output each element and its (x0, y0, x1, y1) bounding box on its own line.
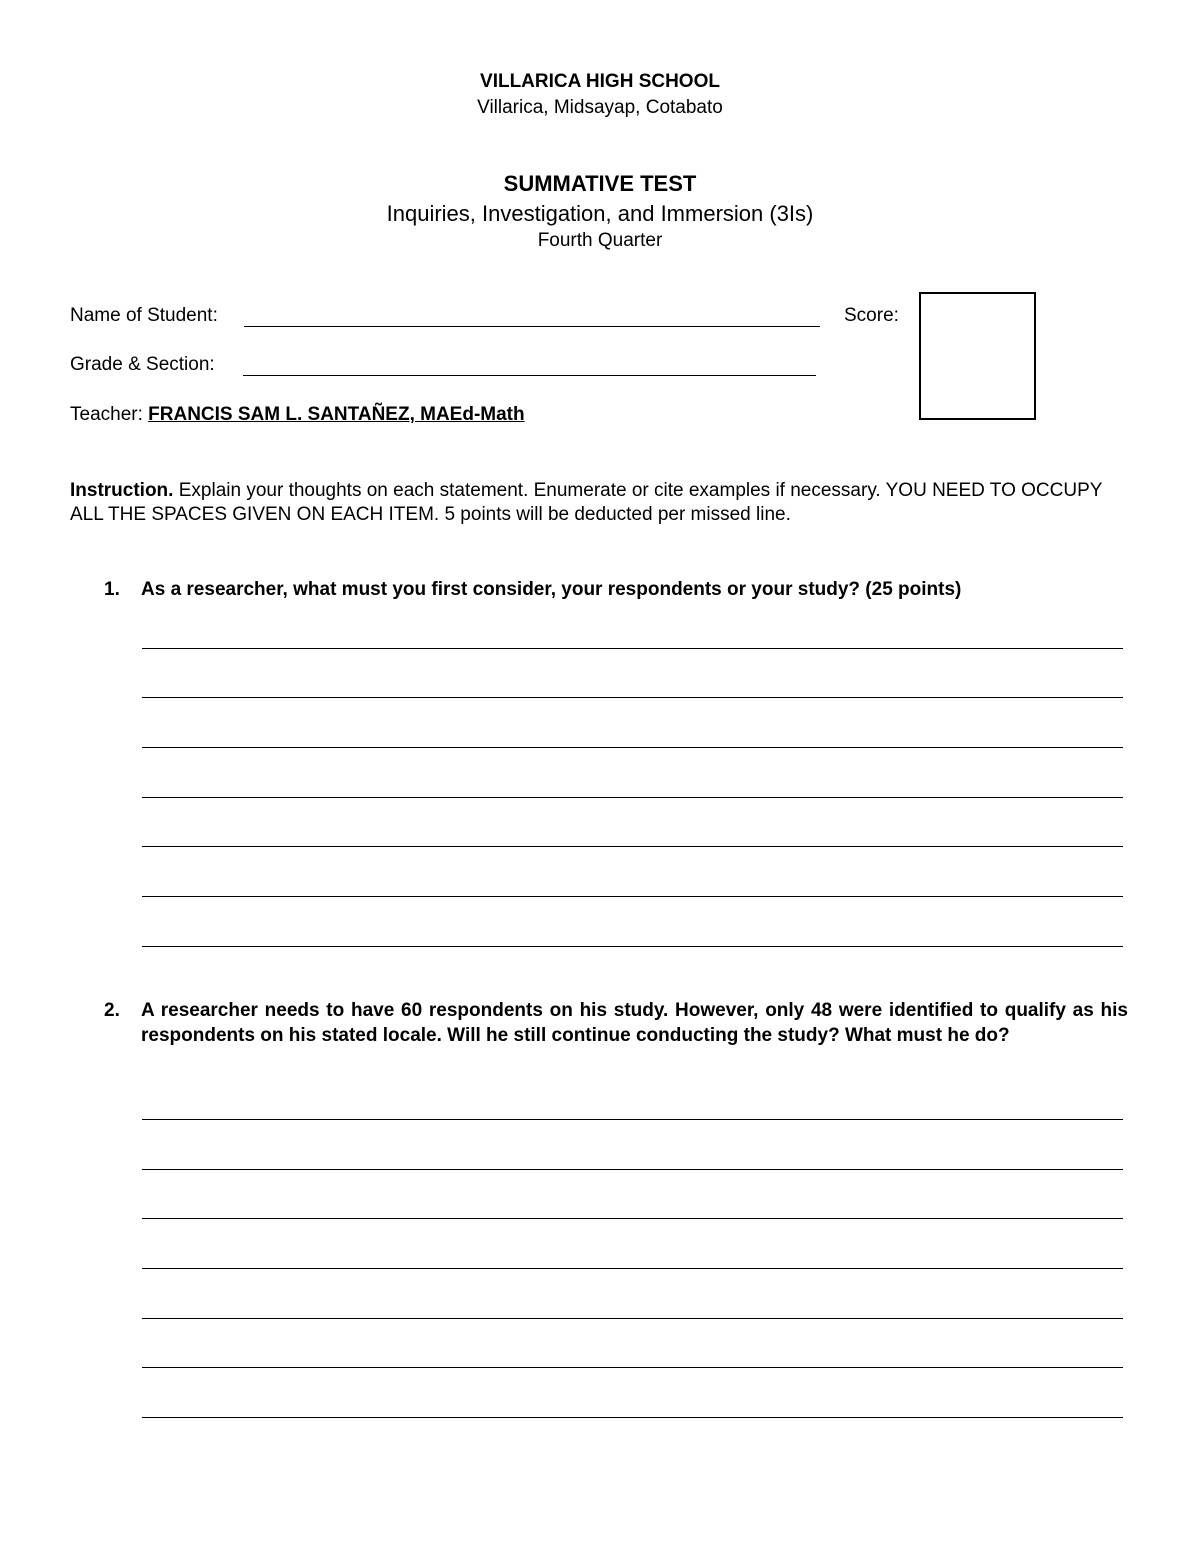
teacher-row (70, 404, 525, 426)
test-quarter: Fourth Quarter (537, 230, 663, 251)
question-2-answer-line[interactable] (142, 1119, 1123, 1120)
score-box[interactable] (919, 292, 1036, 420)
question-2-answer-line[interactable] (142, 1218, 1123, 1219)
question-1-answer-line[interactable] (142, 747, 1123, 748)
question-1-answer-line[interactable] (142, 896, 1123, 897)
score-label: Score: (844, 305, 899, 326)
question-2-answer-line[interactable] (142, 1417, 1123, 1418)
grade-section-line[interactable] (243, 375, 816, 376)
question-2-answer-line[interactable] (142, 1318, 1123, 1319)
instruction-text: Explain your thoughts on each statement. Enumerate or cite examples if necessary. YOU NEED TO OCCUPY ALL THE SPACES GIVEN ON EACH ITEM. 5 points will be deducted per missed line. (70, 480, 1103, 525)
student-name-line[interactable] (244, 326, 820, 327)
student-name-label: Name of Student: (70, 305, 218, 326)
instruction-block (70, 479, 1130, 527)
grade-section-label: Grade & Section: (70, 354, 215, 375)
instruction-lead: Instruction. (70, 480, 174, 501)
question-1 (104, 577, 1128, 602)
question-2 (104, 998, 1128, 1048)
school-name: VILLARICA HIGH SCHOOL (480, 71, 720, 92)
question-1-answer-line[interactable] (142, 648, 1123, 649)
test-subject: Inquiries, Investigation, and Immersion (3Is) (386, 201, 814, 226)
question-number: 2. (104, 1000, 120, 1021)
question-text: A researcher needs to have 60 respondents on his study. However, only 48 were identified to qualify as his respondents on his stated locale. Will he still continue conducting the study? What must he do? (141, 1000, 1128, 1046)
teacher-label: Teacher: (70, 404, 143, 425)
question-1-answer-line[interactable] (142, 797, 1123, 798)
school-address: Villarica, Midsayap, Cotabato (477, 97, 723, 118)
test-title: SUMMATIVE TEST (503, 171, 697, 196)
teacher-name: FRANCIS SAM L. SANTAÑEZ, MAEd-Math (148, 404, 525, 425)
question-1-answer-line[interactable] (142, 946, 1123, 947)
question-number: 1. (104, 579, 120, 600)
question-text: As a researcher, what must you first consider, your respondents or your study? (25 points) (141, 579, 962, 600)
question-2-answer-line[interactable] (142, 1169, 1123, 1170)
question-2-answer-line[interactable] (142, 1367, 1123, 1368)
question-1-answer-line[interactable] (142, 697, 1123, 698)
question-1-answer-line[interactable] (142, 846, 1123, 847)
question-2-answer-line[interactable] (142, 1268, 1123, 1269)
